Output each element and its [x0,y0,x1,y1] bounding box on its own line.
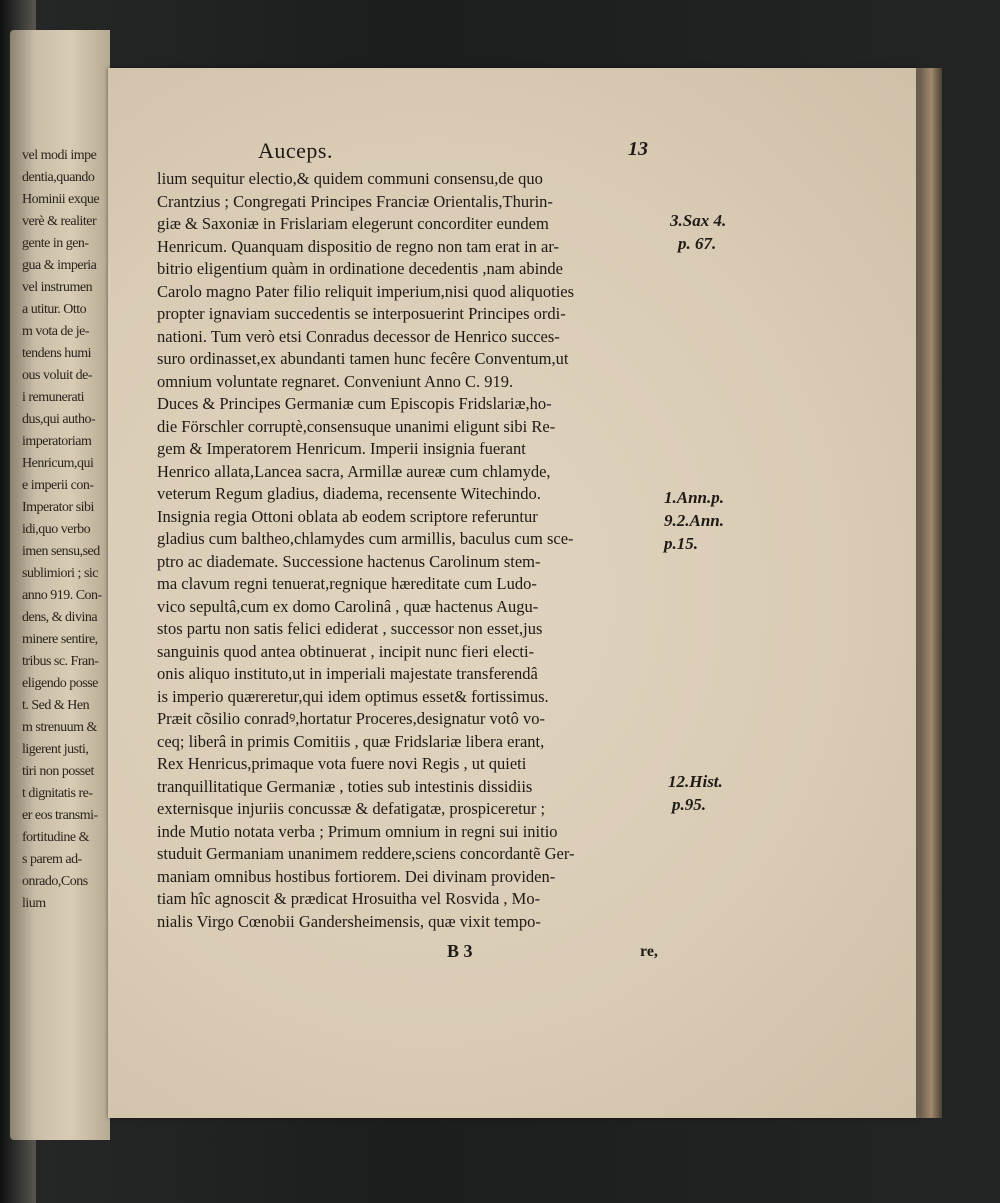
text-line: ceq; liberâ in primis Comitiis , quæ Fridslariæ libera erant, [157,731,545,751]
left-page-line: verè & realiter [22,214,97,229]
text-line: Præit cõsilio conradꝰ,hortatur Proceres,designatur votô vo- [157,709,546,728]
text-line: propter ignaviam succedentis se interposuerint Principes ordi- [157,304,566,323]
left-page-line: lium [22,896,46,911]
margin-note: 9.2.Ann. [664,511,724,530]
left-page-line: gua & imperia [22,258,97,273]
text-line: vico sepultâ,cum ex domo Carolinâ , quæ hactenus Augu- [157,596,539,616]
left-page-line: vel instrumen [22,280,93,295]
left-page-line: ligerent justi, [22,742,89,757]
text-line: veterum Regum gladius, diadema, recensente Witechindo. [157,484,541,503]
text-line: studuit Germaniam unanimem reddere,sciens concordantẽ Ger- [157,844,575,863]
margin-note: p. 67. [678,234,717,253]
text-line: ma clavum regni tenuerat,regnique hæreditate cum Ludo- [157,574,537,593]
left-page [10,30,110,1140]
running-head: Auceps. [258,138,333,163]
text-line: sanguinis quod antea obtinuerat , incipit nunc fieri electi- [157,641,535,661]
left-page-line: t dignitatis re- [22,786,93,801]
left-page-text [22,145,110,915]
page-number: 13 [628,138,648,160]
left-page-line: i remunerati [22,390,85,405]
text-line: bitrio eligentium quàm in ordinatione decedentis ,nam abinde [157,259,563,278]
left-page-line: dus,qui autho- [22,412,96,427]
left-page-line: Henricum,qui [22,456,94,471]
text-line: Henricum. Quanquam dispositio de regno non tam erat in ar- [157,236,559,256]
text-line: giæ & Saxoniæ in Frislariam elegerunt concorditer eundem [157,214,549,233]
text-line: suro ordinasset,ex abundanti tamen hunc fecêre Conventum,ut [157,349,569,368]
catchword: re, [640,943,658,960]
left-page-line: imen sensu,sed [22,544,100,559]
left-page-line: eligendo posse [22,676,98,691]
text-line: ptro ac diademate. Successione hactenus Carolinum stem- [157,551,541,571]
text-line: onis aliquo instituto,ut in imperiali majestate transferendâ [157,664,538,683]
left-page-line: tendens humi [22,346,92,361]
body-text [157,168,677,933]
left-page-line: idi,quo verbo [22,522,91,537]
left-page-line: gente in gen- [22,236,89,251]
text-line: tranquillitatique Germaniæ , toties sub intestinis dissidiis [157,776,533,796]
margin-note: 1.Ann.p. [664,488,724,507]
left-page-line: m vota de je- [22,324,89,339]
left-page-line: imperatoriam [22,434,92,449]
left-page-line: sublimiori ; sic [22,566,98,581]
text-line: Henrico allata,Lancea sacra, Armillæ aureæ cum chlamyde, [157,461,551,481]
text-line: is imperio quæreretur,qui idem optimus esset& fortissimus. [157,686,549,706]
left-page-line: tribus sc. Fran- [22,654,99,669]
left-page-line: fortitudine & [22,830,89,845]
text-line: nialis Virgo Cœnobii Gandersheimensis, quæ vixit tempo- [157,911,541,931]
text-line: lium sequitur electio,& quidem communi consensu,de quo [157,169,543,188]
margin-note: p.95. [672,795,706,814]
margin-note: 12.Hist. [668,772,723,791]
left-page-line: dentia,quando [22,170,95,185]
left-page-line: vel modi impe [22,148,97,163]
text-line: tiam hîc agnoscit & prædicat Hrosuitha vel Rosvida , Mo- [157,889,541,908]
text-line: Duces & Principes Germaniæ cum Episcopis Fridslariæ,ho- [157,394,552,413]
left-page-line: e imperii con- [22,478,94,493]
left-page-line: a utitur. Otto [22,302,87,317]
left-page-line: er eos transmi- [22,808,98,823]
text-line: omnium voluntate regnaret. Conveniunt Anno C. 919. [157,371,514,391]
left-page-line: Imperator sibi [22,500,94,515]
margin-note: p.15. [664,534,698,553]
text-line: stos partu non satis felici ediderat , successor non esset,jus [157,619,543,638]
text-line: gem & Imperatorem Henricum. Imperii insignia fuerant [157,439,526,458]
signature-mark: B 3 [447,941,473,961]
left-page-line: t. Sed & Hen [22,698,90,713]
margin-note: 3.Sax 4. [670,211,727,230]
left-page-line: Hominii exque [22,192,100,207]
text-line: gladius cum baltheo,chlamydes cum armillis, baculus cum sce- [157,529,574,548]
text-line: externisque injuriis concussæ & defatigatæ, prospiceretur ; [157,799,546,818]
text-line: Carolo magno Pater filio reliquit imperium,nisi quod aliquoties [157,281,575,301]
left-page-line: ous voluit de- [22,368,92,383]
text-line: Rex Henricus,primaque vota fuere novi Regis , ut quieti [157,754,527,773]
left-page-line: dens, & divina [22,610,98,625]
left-page-line: m strenuum & [22,720,97,735]
text-line: die Förschler corruptè,consensuque unanimi eligunt sibi Re- [157,416,556,436]
text-line: inde Mutio notata verba ; Primum omnium in regni sui initio [157,821,558,841]
text-line: maniam omnibus hostibus fortiorem. Dei divinam providen- [157,866,556,886]
left-page-line: onrado,Cons [22,874,88,889]
text-line: Insignia regia Ottoni oblata ab eodem scriptore referuntur [157,506,538,526]
left-page-line: anno 919. Con- [22,588,102,603]
left-page-line: s parem ad- [22,852,82,867]
left-page-line: tiri non posset [22,764,94,779]
text-line: Crantzius ; Congregati Principes Franciæ Orientalis,Thurin- [157,191,553,211]
left-page-line: minere sentire, [22,632,98,647]
text-line: nationi. Tum verò etsi Conradus decessor de Henrico succes- [157,326,560,346]
